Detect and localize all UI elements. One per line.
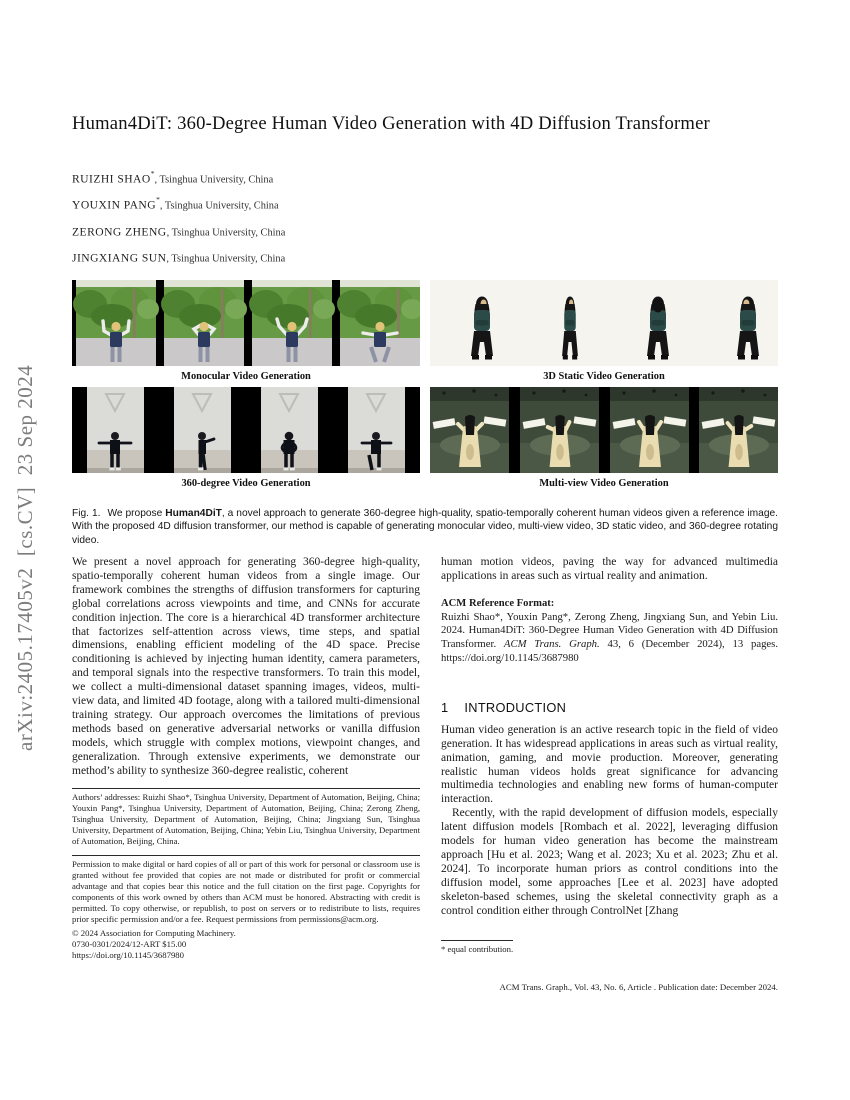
section-heading-introduction <box>441 700 778 715</box>
panel-label-360: 360-degree Video Generation <box>181 478 311 489</box>
figure-panel-monocular <box>72 280 420 387</box>
author-line <box>72 243 672 269</box>
copyright-rule <box>72 855 420 856</box>
right-column <box>441 556 778 918</box>
panel-label-multiview: Multi-view Video Generation <box>539 478 669 489</box>
abstract-text: We present a novel approach for generating 360-degree high-quality, spatio-temporally coherent human videos from a single image. Our framework combines the strengths of diffusion transformers for capturing global correlations across viewpoints and time, and CNNs for accurate condition injection. The core is a hierarchical 4D transformer architecture that factorizes self-attention across views, time steps, and spatial dimensions, enabling efficient modeling of the 4D space. Precise conditioning is achieved by injecting human identity, camera parameters, and temporal signals into the respective transformers. To train this model, we collect a multi-dimensional dataset spanning images, videos, multi-view data, and limited 4D footage, along with a tailored multi-dimensional training strategy. Our approach overcomes the limitations of previous methods based on generative adversarial networks or vanilla diffusion models, which struggle with complex motions, viewpoint changes, and generalization. Through extensive experiments, we demonstrate our method’s ability to synthesize 360-degree realistic, coherent <box>72 556 420 777</box>
caption-text: We propose <box>107 508 166 519</box>
author-list <box>72 164 672 296</box>
author-name: RUIZHI SHAO <box>72 172 151 186</box>
author-name: JINGXIANG SUN <box>72 251 167 265</box>
authors-addresses: Authors’ addresses: Ruizhi Shao*, Tsinghua University, Department of Automation, Beijing, China; Youxin Pang*, Tsinghua University, Department of Automation, Beijing, China; Zerong Zheng, Tsinghua University, Department of Automation, Beijing, China; Jingxiang Sun, Tsinghua University, Department of Automation, Beijing, China; Yebin Liu, Tsinghua University, Department of Automation, Beijing, China. <box>72 791 420 846</box>
equal-contribution-mark: * <box>156 195 160 205</box>
monocular-video-frames <box>72 280 420 366</box>
author-affiliation: , Tsinghua University, China <box>159 200 279 212</box>
figure-panel-360 <box>72 387 420 494</box>
rotating-panel-art <box>72 387 420 473</box>
author-affiliation: , Tsinghua University, China <box>154 174 274 186</box>
author-line <box>72 190 672 216</box>
monocular-panel-art <box>72 280 420 366</box>
footnote-rule <box>72 788 420 789</box>
acm-reference-heading: ACM Reference Format: <box>441 597 555 609</box>
figure-caption <box>72 507 778 547</box>
section-title: INTRODUCTION <box>464 699 567 715</box>
author-line <box>72 217 672 243</box>
figure-panel-multiview <box>430 387 778 494</box>
reference-tail[interactable]: 43, 6 (December 2024), 13 pages. https://doi.org/10.1145/3687980 <box>441 638 778 664</box>
acm-reference-block <box>441 597 778 666</box>
journal-footer: ACM Trans. Graph., Vol. 43, No. 6, Article . Publication date: December 2024. <box>499 982 778 992</box>
arxiv-watermark: arXiv:2405.17405v2 [cs.CV] 23 Sep 2024 <box>13 364 37 752</box>
permission-notice: Permission to make digital or hard copies of all or part of this work for personal or classroom use is granted without fee provided that copies are not made or distributed for profit or commercial advantage and that copies bear this notice and the full citation on the first page. Copyrights for components of this work owned by others than ACM must be honored. Abstracting with credit is permitted. To copy otherwise, or republish, to post on servers or to redistribute to lists, requires prior specific permission and/or a fee. Request permissions from permissions@acm.org. <box>72 858 420 925</box>
author-name: ZERONG ZHENG <box>72 224 167 238</box>
equal-contribution-footnote <box>441 940 778 955</box>
section-number: 1 <box>441 699 449 715</box>
static-panel-art <box>430 280 778 366</box>
multiview-panel-art <box>430 387 778 473</box>
equal-contribution-mark: * <box>150 169 155 178</box>
author-affiliation: , Tsinghua University, China <box>166 253 286 265</box>
caption-bold-term: Human4DiT <box>165 508 222 519</box>
left-column <box>72 556 420 961</box>
author-line <box>72 164 672 190</box>
author-name: YOUXIN PANG <box>72 198 157 212</box>
reference-citation: Ruizhi Shao*, Youxin Pang*, Zerong Zheng, Jingxiang Sun, and Yebin Liu. 2024. Human4DiT: 360-Degree Human Video Generation with 4D Diffusion Transformer. <box>441 610 778 651</box>
rotating-video-frames <box>72 387 420 473</box>
acm-reference-text <box>441 611 778 666</box>
figure-panel-3d-static <box>430 280 778 387</box>
caption-text: , a novel approach to generate 360-degree high-quality, spatio-temporally coherent human videos given a reference image. With the proposed 4D diffusion transformer, our method is capable of generating monocular video, multi-view video, 3D static video, and 360-degree rotating video. <box>72 508 778 546</box>
intro-paragraph-1: Human video generation is an active research topic in the field of video generation. It has widespread applications in areas such as virtual reality, animation, gaming, and movie production. Moreover, generating realistic human videos holds great significance for advancing multimedia technologies and enabling new forms of human-computer interaction. <box>441 723 778 806</box>
intro-paragraph-2: Recently, with the rapid development of diffusion models, especially latent diffusion models [Rombach et al. 2022], leveraging diffusion models for human video generation has become the mainstream approach [Hu et al. 2023; Wang et al. 2023; Xu et al. 2023; Zhu et al. 2024]. To incorporate human priors as control conditions into the diffusion model, some approaches [Lee et al. 2023] have adopted skeleton-based schemes, using the skeletal connectivity graph as a control condition either through ControlNet [Zhang <box>441 807 778 917</box>
multiview-video-frames <box>430 387 778 473</box>
doi-link[interactable]: https://doi.org/10.1145/3687980 <box>72 949 184 960</box>
figure-1 <box>72 280 778 547</box>
reference-venue: ACM Trans. Graph. <box>503 638 600 651</box>
static-video-frames <box>430 280 778 366</box>
issn-line: 0730-0301/2024/12-ART $15.00 <box>72 938 187 949</box>
author-affiliation: , Tsinghua University, China <box>166 226 286 238</box>
footnote-rule <box>441 940 513 941</box>
abstract-continued: human motion videos, paving the way for advanced multimedia applications in areas such as virtual reality and animation. <box>441 556 778 582</box>
panel-label-3d-static: 3D Static Video Generation <box>543 371 665 382</box>
equal-contribution-text: * equal contribution. <box>441 944 514 954</box>
paper-title: Human4DiT: 360-Degree Human Video Generation with 4D Diffusion Transformer <box>72 113 710 135</box>
copyright-line: © 2024 Association for Computing Machinery. <box>72 927 236 938</box>
figure-number: Fig. 1. <box>72 508 101 519</box>
panel-label-monocular: Monocular Video Generation <box>181 371 311 382</box>
figure-grid <box>72 280 778 494</box>
